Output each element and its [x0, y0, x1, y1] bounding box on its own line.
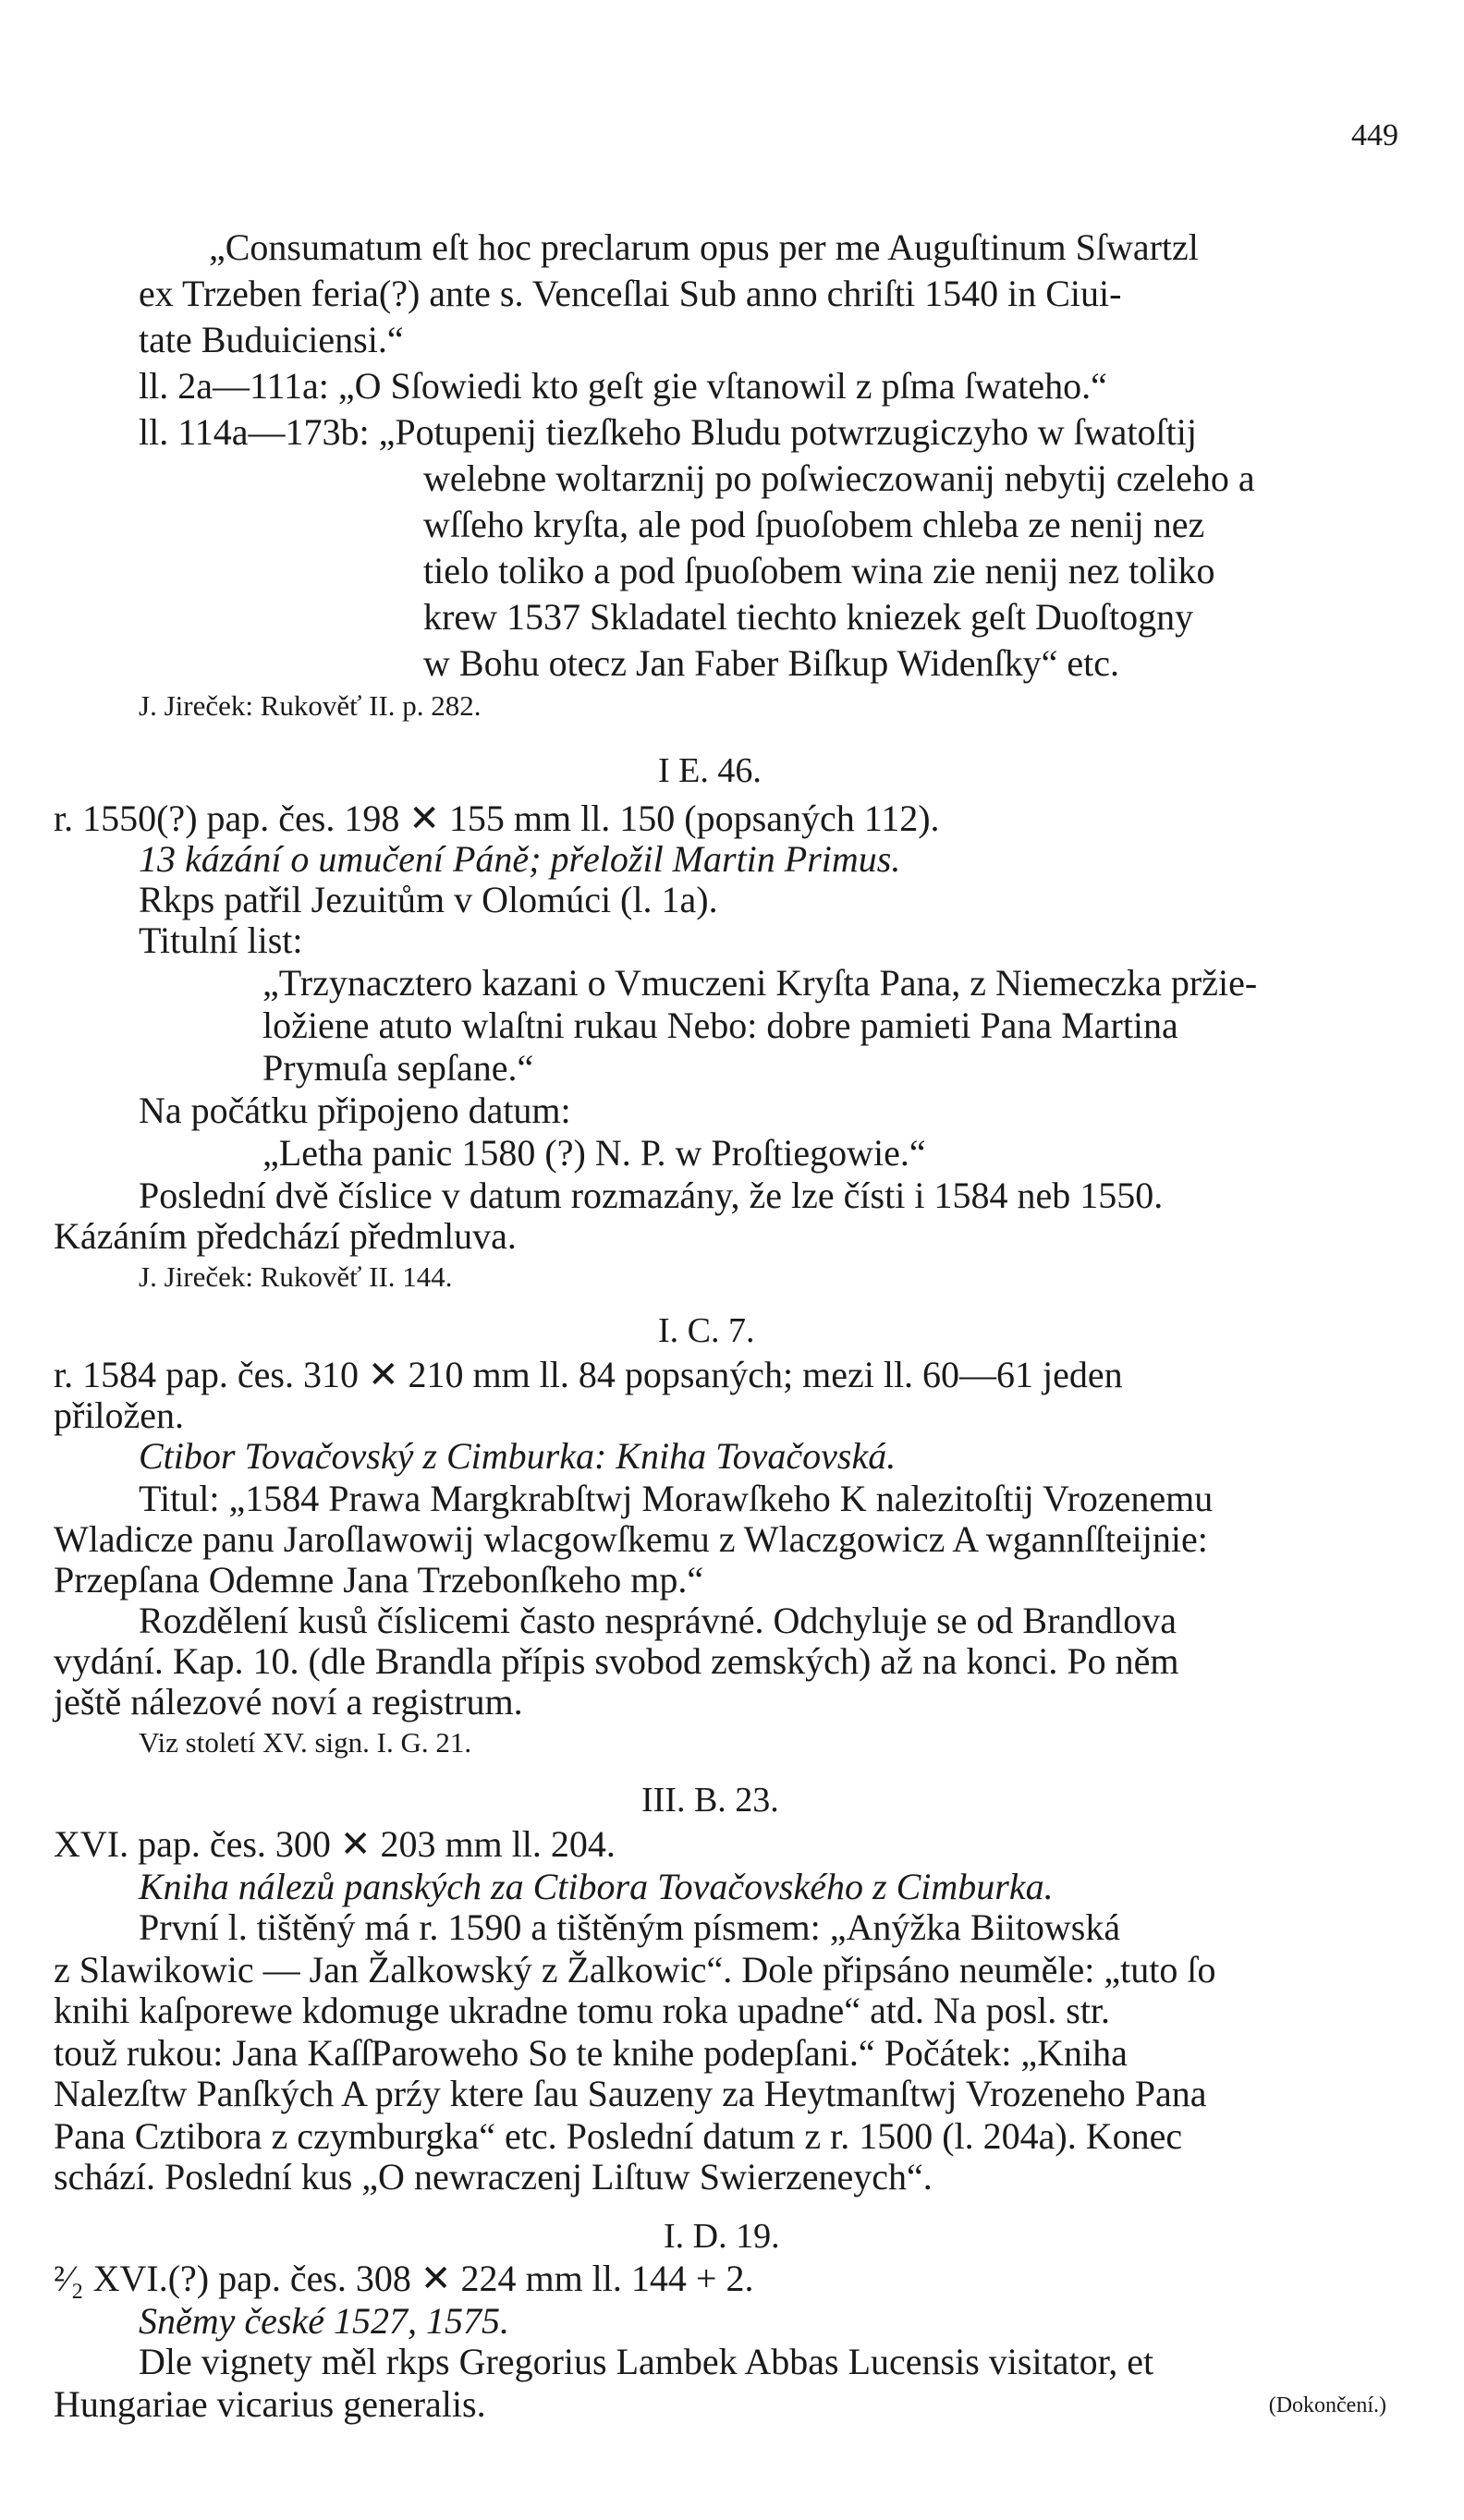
text-line: XVI. pap. čes. 300 ✕ 203 mm ll. 204.	[54, 1823, 616, 1865]
text-line: w Bohu otecz Jan Faber Biſkup Widenſky“ etc.	[423, 642, 1120, 684]
text-line: vydání. Kap. 10. (dle Brandla přípis svobod zemských) až na konci. Po něm	[54, 1640, 1179, 1682]
text-line: Kniha nálezů panských za Ctibora Tovačovského z Cimburka.	[139, 1866, 1054, 1907]
manuscript-signature: I E. 46.	[658, 751, 762, 790]
text-line: Dle vignety měl rkps Gregorius Lambek Abbas Lucensis visitator, et	[139, 2341, 1154, 2382]
manuscript-signature: I. C. 7.	[658, 1311, 755, 1350]
text-line: Titul: „1584 Prawa Margkrabſtwj Morawſkeho K nalezitoſtij Vrozenemu	[139, 1478, 1214, 1519]
text-line: r. 1584 pap. čes. 310 ✕ 210 mm ll. 84 popsaných; mezi ll. 60—61 jeden	[54, 1354, 1123, 1395]
text-line: Poslední dvě číslice v datum rozmazány, že lze čísti i 1584 neb 1550.	[139, 1175, 1164, 1216]
text-line: Titulní list:	[139, 919, 303, 961]
text-line: r. 1550(?) pap. čes. 198 ✕ 155 mm ll. 150 (popsaných 112).	[54, 797, 940, 839]
citation: J. Jireček: Rukověť II. p. 282.	[139, 689, 482, 722]
text-line: welebne woltarznij po poſwieczowanij nebytij czeleho a	[423, 457, 1255, 499]
text-line: tielo toliko a pod ſpuoſobem wina zie nenij nez toliko	[423, 550, 1215, 591]
text-line: z Slawikowic — Jan Žalkowský z Žalkowic“. Dole připsáno neuměle: „tuto ſo	[54, 1949, 1216, 1990]
text-line: „Trzynacztero kazani o Vmuczeni Kryſta Pana, z Niemeczka pržie-	[262, 962, 1258, 1004]
text-line: ložiene atuto wlaſtni rukau Nebo: dobre pamieti Pana Martina	[262, 1004, 1178, 1046]
text-line: tate Buduiciensi.“	[139, 319, 404, 360]
text-line: Pana Cztibora z czymburgka“ etc. Poslední datum z r. 1500 (l. 204a). Konec	[54, 2115, 1183, 2157]
text-line: schází. Poslední kus „O newraczenj Liſtuw Swierzeneych“.	[54, 2156, 933, 2197]
text-line: Na počátku připojeno datum:	[139, 1090, 571, 1131]
citation: Viz století XV. sign. I. G. 21.	[139, 1726, 472, 1759]
text-line: První l. tištěný má r. 1590 a tištěným písmem: „Anýžka Biitowská	[139, 1906, 1121, 1948]
text-line: Hungariae vicarius generalis.	[54, 2383, 486, 2425]
text-line: wſſeho kryſta, ale pod ſpuoſobem chleba ze nenij nez	[423, 504, 1205, 545]
text-line: ještě nálezové noví a registrum.	[54, 1681, 523, 1723]
text-line: ll. 2a—111a: „O Sſowiedi kto geſt gie vſtanowil z pſma ſwateho.“	[139, 365, 1107, 407]
text-line: „Consumatum eſt hoc preclarum opus per me Auguſtinum Sſwartzl	[209, 226, 1199, 268]
text-line: 13 kázání o umučení Páně; přeložil Martin Primus.	[139, 838, 901, 880]
text-line: přiložen.	[54, 1394, 185, 1436]
text-line: Przepſana Odemne Jana Trzebonſkeho mp.“	[54, 1559, 704, 1601]
text-line: Wladicze panu Jaroſlawowij wlacgowſkemu z Wlaczgowicz A wgannſſteijnie:	[54, 1518, 1208, 1560]
text-line: knihi kaſporewe kdomuge ukradne tomu roka upadne“ atd. Na posl. str.	[54, 1990, 1111, 2031]
text-line: krew 1537 Skladatel tiechto kniezek geſt Duoſtogny	[423, 596, 1194, 638]
text-line: Rkps patřil Jezuitům v Olomúci (l. 1a).	[139, 879, 718, 920]
text-line: Sněmy české 1527, 1575.	[139, 2300, 509, 2342]
citation: J. Jireček: Rukověť II. 144.	[139, 1260, 453, 1293]
manuscript-signature: III. B. 23.	[641, 1781, 779, 1820]
text-line: ex Trzeben feria(?) ante s. Venceſlai Sub anno chriſti 1540 in Ciui-	[139, 273, 1122, 314]
text-line: Kázáním předchází předmluva.	[54, 1215, 517, 1257]
text-line: „Letha panic 1580 (?) N. P. w Proſtiegowie.“	[262, 1132, 926, 1174]
text-line: touž rukou: Jana KaſſParoweho So te knihe podepſani.“ Počátek: „Kniha	[54, 2032, 1128, 2074]
text-line: Ctibor Tovačovský z Cimburka: Kniha Tovačovská.	[139, 1435, 897, 1477]
text-line: Rozdělení kusů číslicemi často nesprávné. Odchyluje se od Brandlova	[139, 1600, 1177, 1641]
text-line: Prymuſa sepſane.“	[262, 1047, 534, 1089]
text-line: Nalezſtw Panſkých A prźy ktere ſau Sauzeny za Heytmanſtwj Vrozeneho Pana	[54, 2073, 1207, 2114]
text-line: ll. 114a—173b: „Potupenij tiezſkeho Bludu potwrzugiczyho w ſwatoſtij	[139, 411, 1197, 453]
page-number: 449	[1351, 118, 1398, 152]
continued-note: (Dokončení.)	[1268, 2393, 1386, 2417]
manuscript-signature: I. D. 19.	[664, 2217, 780, 2256]
text-line: ²⁄₂ XVI.(?) pap. čes. 308 ✕ 224 mm ll. 144 + 2.	[54, 2258, 754, 2299]
